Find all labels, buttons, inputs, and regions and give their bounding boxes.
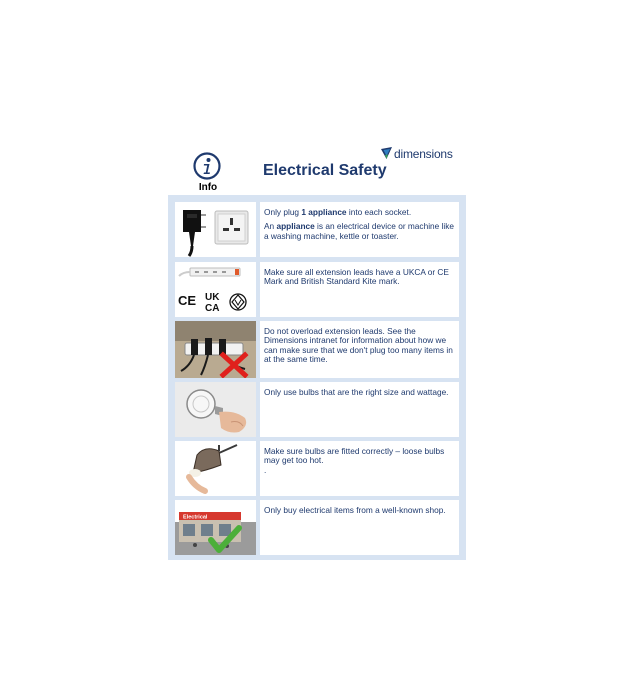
- kite-mark-icon: [230, 294, 246, 310]
- rule-text-line: Do not overload extension leads. See the Dimensions intranet for information about how we can make sure that we don't plug too many items in at the same time.: [264, 326, 453, 364]
- rule-text-box: [260, 500, 459, 555]
- rule-text-box: [260, 382, 459, 437]
- uk-mark: UK: [205, 292, 220, 303]
- lamp-picture: [175, 441, 256, 496]
- overload-picture: [175, 321, 256, 378]
- dimensions-logo: [381, 146, 453, 162]
- rule-text-line: Make sure all extension leads have a UKCA or CE Mark and British Standard Kite mark.: [264, 267, 449, 287]
- rule-row-bulb-size: [175, 382, 459, 437]
- light-bulb-hand-icon: [175, 382, 256, 437]
- uk-plug-and-socket-icon: [175, 202, 256, 257]
- plug-socket-picture: [175, 202, 256, 257]
- rule-row-extension-marks: [175, 262, 459, 317]
- rule-text-box: [260, 202, 459, 257]
- rule-row-overload: [175, 321, 459, 378]
- info-icon: [193, 152, 221, 180]
- page-title: Electrical Safety: [263, 162, 387, 179]
- rule-row-well-known-shop: [175, 500, 459, 555]
- ca-mark: CA: [205, 303, 220, 314]
- rule-text-line: Only use bulbs that are the right size and wattage.: [264, 387, 449, 397]
- dimensions-logo-mark: [381, 147, 392, 161]
- rule-text-line: Make sure bulbs are fitted correctly – loose bulbs may get too hot.: [264, 446, 445, 466]
- rule-row-bulb-fitting: [175, 441, 459, 496]
- rule-text-line: Only plug 1 appliance into each socket.: [264, 207, 412, 217]
- rule-text-definition: An appliance is an electrical device or machine like a washing machine, kettle or toaster.: [264, 221, 455, 241]
- rules-panel: [168, 195, 466, 560]
- desk-lamp-icon: [175, 441, 256, 496]
- rule-text-extra: .: [264, 464, 267, 475]
- extension-marks-picture: [175, 262, 256, 317]
- overloaded-extension-icon: [175, 321, 256, 378]
- extension-lead-icon: [175, 262, 256, 317]
- safety-sheet: [168, 142, 466, 560]
- rule-row-one-appliance: [175, 202, 459, 257]
- shop-picture: [175, 500, 256, 555]
- info-label: Info: [198, 182, 218, 193]
- shop-sign: Electrical: [183, 514, 208, 521]
- ce-mark: CE: [178, 293, 197, 308]
- rule-text-box: [260, 262, 459, 317]
- rule-text-line: Only buy electrical items from a well-known shop.: [264, 505, 446, 515]
- brand-name: dimensions: [394, 147, 453, 161]
- bulb-picture: [175, 382, 256, 437]
- shop-tick-icon: [175, 500, 256, 555]
- rule-text-box: [260, 441, 459, 496]
- rule-text-box: [260, 321, 459, 378]
